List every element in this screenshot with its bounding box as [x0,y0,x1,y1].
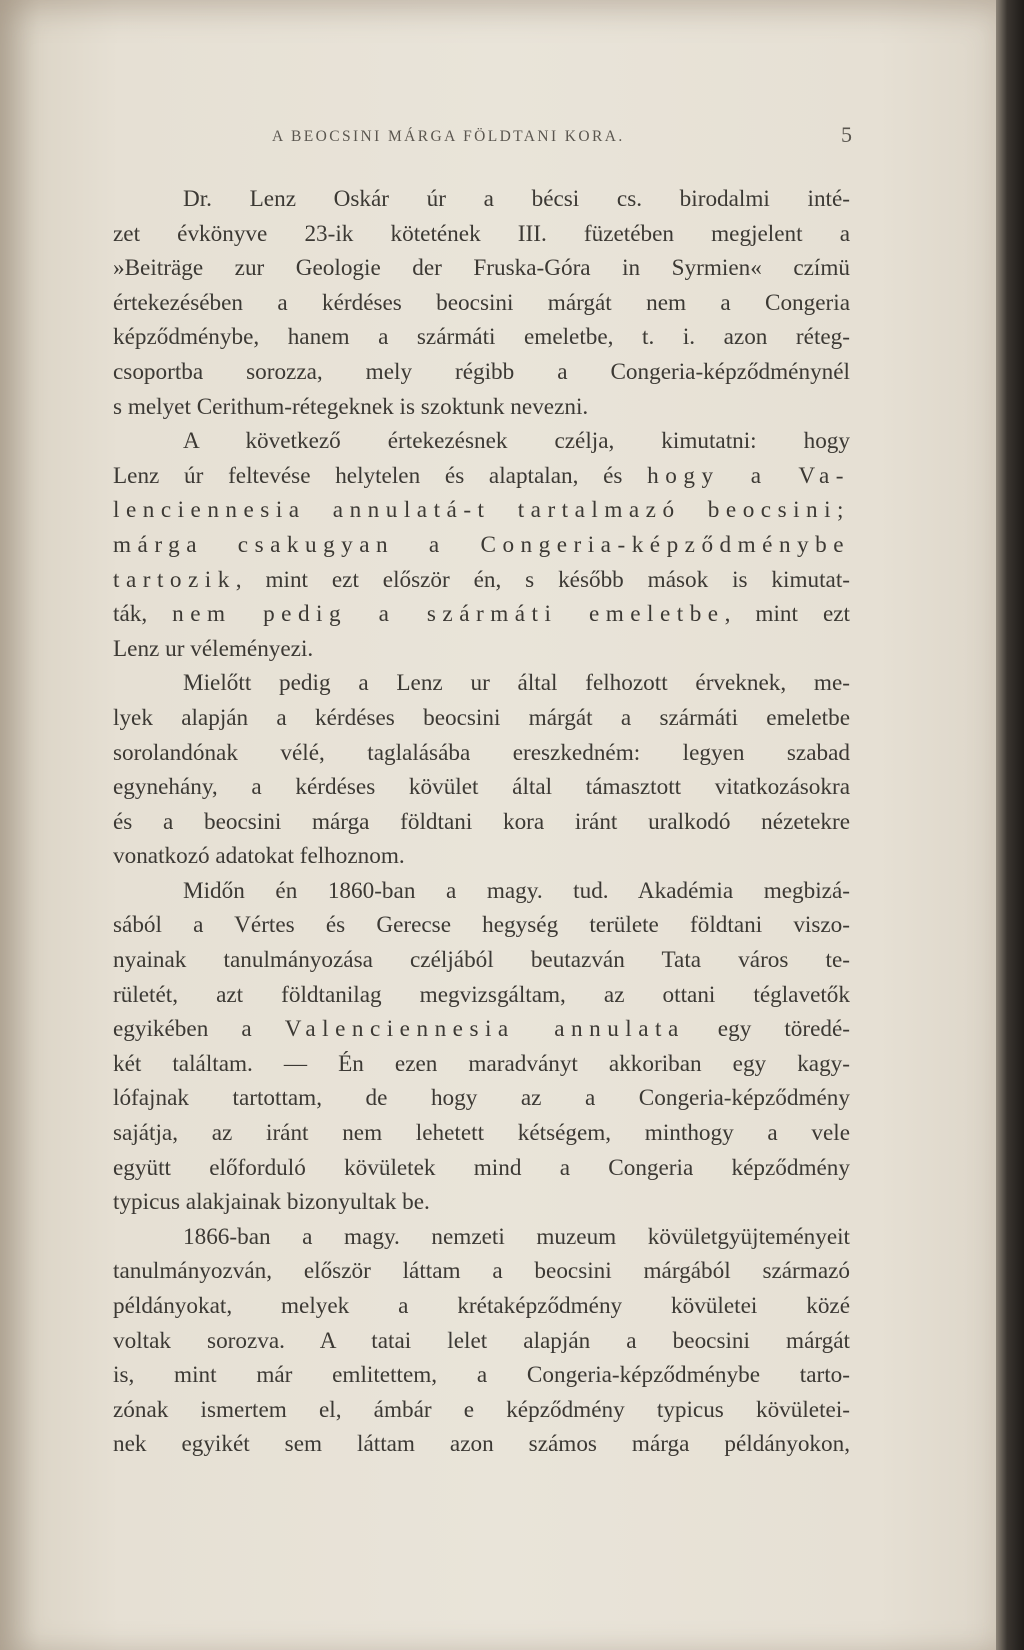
text-run: Mielőtt pedig a Lenz ur által felhozott érveknek, me- [183,670,850,697]
emphasized-text: márga csakugyan a Congeria-képződménybe [113,531,850,558]
emphasized-text: tartozik [113,566,236,593]
text-line [113,1358,850,1393]
text-run: tanulmányozván, először láttam a beocsini márgából származó [113,1258,850,1285]
text-run: és a beocsini márga földtani kora iránt uralkodó nézetekre [113,808,850,835]
text-run: egynehány, a kérdéses kövület által támasztott vitatkozásokra [113,774,850,801]
text-line [113,1393,850,1428]
text-run: , mint ezt [724,601,850,628]
text-run: , mint ezt először én, s később mások is kimutat- [235,566,850,593]
text-run: csoportba sorozza, mely régibb a Congeria-képződménynél [113,358,850,385]
page-edge-shadow [996,0,1024,1650]
text-line [113,1012,850,1047]
text-line [113,424,850,459]
text-line [113,666,850,701]
text-line [113,1116,850,1151]
text-line [113,217,850,252]
text-line [113,805,850,840]
text-line [113,1185,850,1220]
text-line [113,182,850,217]
text-run: nek egyikét sem láttam azon számos márga példányokon, [113,1431,850,1458]
emphasized-text: lenciennesia annulatá-t tartalmazó beocsini; [113,497,850,524]
text-run: Dr. Lenz Oskár úr a bécsi cs. birodalmi inté- [183,186,850,212]
text-run: zónak ismertem el, ámbár e képződmény typicus kövületei- [113,1396,850,1423]
text-line [113,1047,850,1082]
text-run: nyainak tanulmányozása czéljából beutazván Tata város te- [113,947,850,974]
emphasized-text: Valenciennesia annulata [284,1016,685,1043]
text-run: ták, [113,601,173,628]
text-run: lyek alapján a kérdéses beocsini márgát a szármáti emeletbe [113,704,850,731]
text-run: együtt előforduló kövületek mind a Congeria képződmény [113,1154,850,1181]
text-run: vonatkozó adatokat felhoznom. [113,843,405,870]
text-run: egy töredé- [684,1016,850,1043]
text-run: sajátja, az iránt nem lehetett kétségem, minthogy a vele [113,1120,850,1147]
text-run: A következő értekezésnek czélja, kimutatni: hogy [183,428,850,455]
text-run: sából a Vértes és Gerecse hegység területe földtani viszo- [113,912,850,939]
text-run: »Beiträge zur Geologie der Fruska-Góra in Syrmien« czímü [113,255,850,282]
text-line [113,1289,850,1324]
text-run: voltak sorozva. A tatai lelet alapján a beocsini márgát [113,1327,850,1354]
text-run: typicus alakjainak bizonyultak be. [113,1189,430,1216]
text-line [113,286,850,321]
text-run: egyikében a [113,1016,285,1043]
text-line [113,355,850,390]
text-line [113,528,850,563]
text-run: s melyet Cerithum-rétegeknek is szoktunk nevezni. [113,393,589,420]
text-line [113,943,850,978]
text-line [113,563,850,598]
text-run: lófajnak tartottam, de hogy az a Congeria-képződmény [113,1085,850,1112]
text-run: képződménybe, hanem a szármáti emeletbe, t. i. azon réteg- [113,324,850,351]
text-line [113,1254,850,1289]
text-line [113,1081,850,1116]
text-run: Lenz úr feltevése helytelen és alaptalan, és [113,462,648,489]
text-line [113,701,850,736]
text-line [113,908,850,943]
text-line [113,390,850,425]
text-line [113,493,850,528]
page-number: 5 [841,122,852,147]
emphasized-text: hogy a Va- [647,462,851,489]
text-line [113,459,850,494]
text-run: értekezésében a kérdéses beocsini márgát nem a Congeria [113,289,850,316]
text-line [113,1220,850,1255]
text-line [113,1427,850,1462]
text-line [113,978,850,1013]
text-run: zet évkönyve 23-ik kötetének III. füzetében megjelent a [113,220,850,247]
text-run: 1866-ban a magy. nemzeti muzeum kövületgyüjteményeit [183,1223,850,1250]
text-line [113,251,850,286]
text-run: sorolandónak vélé, taglalásába ereszkedném: legyen szabad [113,739,850,766]
text-line [113,1324,850,1359]
text-line [113,1151,850,1186]
emphasized-text: nem pedig a szármáti emeletbe [172,601,725,628]
text-line [113,736,850,771]
text-line [113,320,850,355]
text-run: rületét, azt földtanilag megvizsgáltam, az ottani téglavetők [113,981,850,1008]
text-run: két találtam. — Én ezen maradványt akkoriban egy kagy- [113,1050,850,1077]
text-line [113,632,850,667]
running-head-title: A BEOCSINI MÁRGA FÖLDTANI KORA. [272,128,625,145]
text-line [113,839,850,874]
text-line [113,874,850,909]
text-run: is, mint már emlitettem, a Congeria-képződménybe tarto- [113,1362,850,1389]
text-line [113,770,850,805]
text-run: példányokat, melyek a krétaképződmény kövületei közé [113,1293,850,1319]
text-run: Lenz ur véleményezi. [113,635,314,662]
body-text [113,182,850,1462]
text-line [113,597,850,632]
text-run: Midőn én 1860-ban a magy. tud. Akadémia megbizá- [183,877,850,904]
